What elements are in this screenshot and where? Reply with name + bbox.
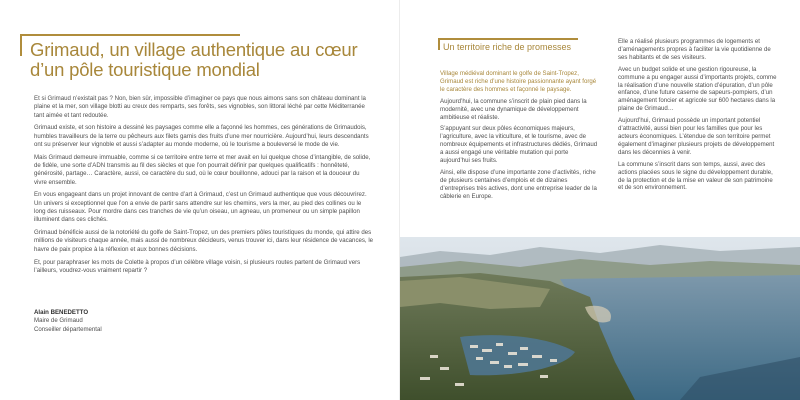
- editorial-paragraph-6: Et, pour paraphraser les mots de Colette à propos d’un célèbre village voisin, si plusieurs routes partent de Grimaud vers l’ailleurs, voudrez-vous vraiment repartir ?: [34, 258, 361, 274]
- editorial-text: [34, 95, 374, 280]
- column2-paragraph-2: Avec un budget solide et une gestion rigoureuse, la commune a pu engager aussi d’importants projets, comme la réalisation d’une nouvelle station d’épuration, d’un pôle enfance, d’une future caserne de sapeurs-pompiers, d’un aménagement foncier et agricole sur 600 hectares dans la plaine de Grimaud…: [618, 65, 777, 113]
- signature-name: Alain BENEDETTO: [34, 309, 89, 316]
- column1-paragraph-2: S’appuyant sur deux pôles économiques majeurs, l’agriculture, avec la viticulture, et le tourisme, avec de nombreux équipements et infrastructures dédiés, Grimaud a aussi engagé une véritable mutation qui porte aujourd’hui ses fruits.: [440, 125, 598, 165]
- column2-paragraph-3: Aujourd’hui, Grimaud possède un important potentiel d’attractivité, aussi bien pour les familles que pour les acteurs économiques. L’étendue de son territoire permet également d’imaginer plusieurs projets de développement dans les décennies à venir.: [618, 117, 775, 156]
- aerial-photo: [400, 237, 800, 400]
- signature-block: [34, 309, 234, 334]
- column1-paragraph-3: Ainsi, elle dispose d’une importante zone d’activités, riche de plusieurs centaines d’emplois et de dizaines d’entreprises très actives, dont une entreprise leader de la câblerie en Europe.: [440, 168, 597, 200]
- column2-paragraph-1: Elle a réalisé plusieurs programmes de logements et d’aménagements propres à faciliter la vie quotidienne de ses habitants et de ses visiteurs.: [618, 38, 771, 61]
- signature-role-councillor: Conseiller départemental: [34, 325, 102, 333]
- subtitle-corner-rule: [438, 38, 440, 50]
- page-title-line-1: Grimaud, un village authentique au cœur: [30, 39, 358, 60]
- lead-paragraph: Village médiéval dominant le golfe de Saint-Tropez, Grimaud est riche d’une histoire passionnante ayant forgé le caractère des hommes et façonné le paysage.: [440, 70, 597, 93]
- section-subtitle: Un territoire riche de promesses: [443, 42, 572, 52]
- subtitle-rule: [438, 38, 578, 40]
- text-column-2: [618, 38, 778, 196]
- title-rule: [20, 34, 240, 36]
- editorial-paragraph-2: Grimaud existe, et son histoire a dessiné les paysages comme elle a façonné les hommes, ces générations de Grimaudois, humbles travailleurs de la terre ou pêcheurs aux filets garnis des fruits d’une mer nourricière. Aujourd’hui, leurs descendants ont su préserver leur vignoble et aussi s’adapter au monde moderne, où le tourisme a bouleversé le mode de vie.: [34, 124, 369, 148]
- page-title-line-2: d’un pôle touristique mondial: [30, 59, 260, 80]
- title-corner-rule: [20, 34, 22, 56]
- editorial-paragraph-5: Grimaud bénéficie aussi de la notoriété du golfe de Saint-Tropez, un des premiers pôles touristiques du monde, qui attire des millions de visiteurs chaque année, mais aussi de nombreux décideurs, venus trouver ici, dans leur résidence de vacances, le havre de paix propice à la réflexion et aux bonnes décisions.: [34, 229, 374, 253]
- editorial-paragraph-1: Et si Grimaud n’existait pas ? Non, bien sûr, impossible d’imaginer ce pays que nous aimons sans son château dominant la plaine et la mer, son village blotti au creux des remparts, ses forêts, ses vignobles, son littoral léché par cette Méditerranée tant aimée et tant redoutée.: [34, 95, 366, 119]
- text-column-1: [440, 70, 598, 205]
- column1-paragraph-1: Aujourd’hui, la commune s’inscrit de plain pied dans la modernité, avec une dynamique de développement ambitieuse et réaliste.: [440, 97, 587, 121]
- page-title: [30, 40, 380, 80]
- column2-paragraph-4: La commune s’inscrit dans son temps, aussi, avec des actions placées sous le signe du développement durable, de la protection et de la mise en valeur de son patrimoine et de son environnement.: [618, 160, 773, 192]
- aerial-photo-illustration: [400, 237, 800, 400]
- editorial-paragraph-3: Mais Grimaud demeure immuable, comme si ce territoire entre terre et mer avait en lui quelque chose d’intangible, de solide, de fidèle, une sorte d’ADN transmis au fil des siècles et que l’on pourrait définir par quelques qualificatifs : honnêteté, générosité, partage… Caractère, aussi, ce caractère du sud, où le cœur bouillonne, adouci par la raison et la douceur du vivre ensemble.: [34, 153, 371, 186]
- editorial-paragraph-4: En vous engageant dans un projet innovant de centre d’art à Grimaud, c’est un Grimaud authentique que vous découvrirez. Un univers si exceptionnel que l’on a envie de partir sans attendre sur les chemins, vers la mer, au pied des collines ou le long des ruisseaux. Pour mordre dans ces tranches de vie qu’un oiseau, un agneau, un promeneur ou un simple papillon illuminent dans ces clichés.: [34, 191, 367, 224]
- signature-role-mayor: Maire de Grimaud: [34, 317, 83, 325]
